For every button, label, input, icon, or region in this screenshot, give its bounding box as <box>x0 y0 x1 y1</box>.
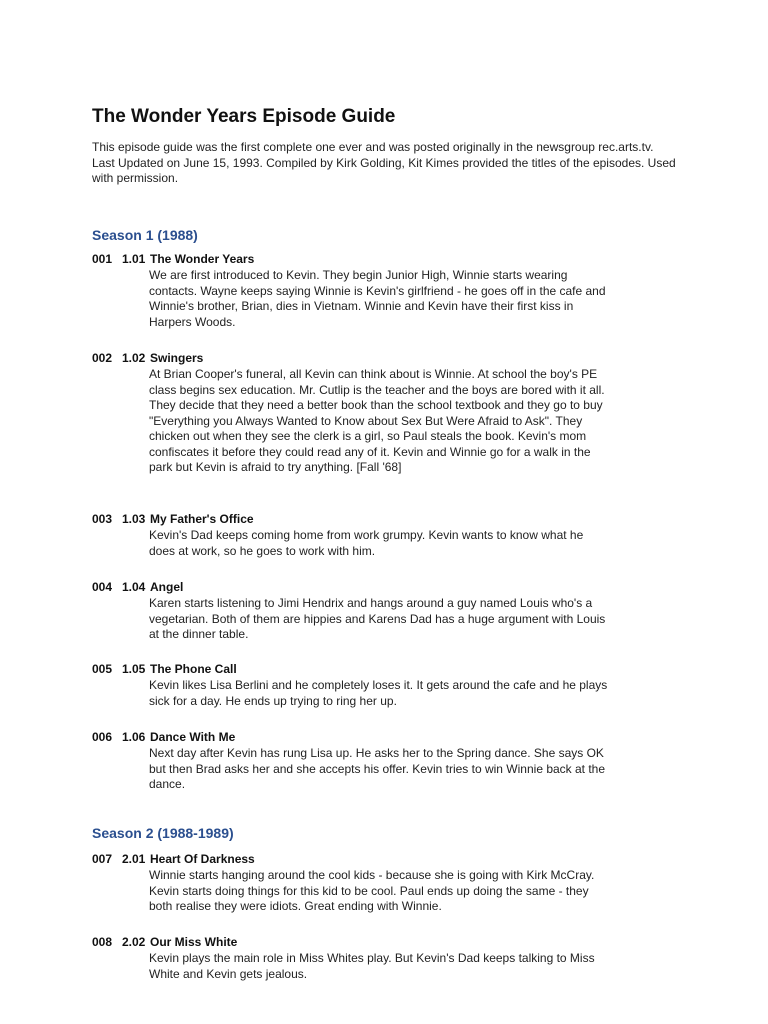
episode-header <box>92 579 672 595</box>
episode-number: 008 <box>92 935 113 949</box>
episode-title: Dance With Me <box>150 730 236 744</box>
episode-code: 2.02 <box>122 935 146 949</box>
episode-code: 1.03 <box>122 512 146 526</box>
episode-entry <box>92 729 672 793</box>
episode-code: 2.01 <box>122 852 146 866</box>
episode-header <box>92 934 672 950</box>
episode-title: Angel <box>150 580 184 594</box>
episode-title: My Father's Office <box>150 512 254 526</box>
episode-header <box>92 851 672 867</box>
episode-title: Our Miss White <box>150 935 238 949</box>
episode-description: Next day after Kevin has rung Lisa up. He asks her to the Spring dance. She says OK but then Brad asks her and she accepts his offer. Kevin tries to win Winnie back at the dance. <box>149 746 606 791</box>
episode-header <box>92 729 672 745</box>
episode-title: Swingers <box>150 351 204 365</box>
episode-code: 1.01 <box>122 252 146 266</box>
episode-entry <box>92 251 672 330</box>
episode-description: At Brian Cooper's funeral, all Kevin can think about is Winnie. At school the boy's PE class begins sex education. Mr. Cutlip is the teacher and the boys are bored with it all. They decide that they need a better book than the school textbook and they go to buy "Everything you Always Wanted to Know about Sex But Were Afraid to Ask". They chicken out when they see the clerk is a girl, so Paul steals the book. Kevin's mom confiscates it before they could read any of it. Kevin and Winnie go for a walk in the park but Kevin is afraid to try anything. [Fall '68] <box>149 367 605 474</box>
episode-description: Kevin plays the main role in Miss Whites play. But Kevin's Dad keeps talking to Miss White and Kevin gets jealous. <box>149 951 595 981</box>
episode-number: 004 <box>92 580 113 594</box>
season-heading: Season 1 (1988) <box>92 227 198 243</box>
episode-description: We are first introduced to Kevin. They begin Junior High, Winnie starts wearing contacts. Wayne keeps saying Winnie is Kevin's girlfriend - he goes off in the cafe and Winnie's brother, Brian, dies in Vietnam. Winnie and Kevin have their first kiss in Harpers Woods. <box>149 268 606 329</box>
episode-description: Winnie starts hanging around the cool kids - because she is going with Kirk McCray. Kevin starts doing things for this kid to be cool. Paul ends up doing the same - they both realise they were idiots. Great ending with Winnie. <box>149 868 595 913</box>
episode-code: 1.05 <box>122 662 146 676</box>
document-title: The Wonder Years Episode Guide <box>92 106 396 127</box>
episode-code: 1.02 <box>122 351 146 365</box>
episode-description: Karen starts listening to Jimi Hendrix and hangs around a guy named Louis who's a vegetarian. Both of them are hippies and Karens Dad has a huge argument with Louis at the dinner table. <box>149 596 606 641</box>
episode-number: 003 <box>92 512 113 526</box>
episode-number: 002 <box>92 351 113 365</box>
episode-number: 007 <box>92 852 113 866</box>
episode-code: 1.06 <box>122 730 146 744</box>
episode-entry <box>92 934 672 982</box>
episode-entry <box>92 350 672 476</box>
episode-header <box>92 661 672 677</box>
episode-entry <box>92 661 672 709</box>
episode-number: 001 <box>92 252 113 266</box>
episode-entry <box>92 579 672 643</box>
episode-description: Kevin likes Lisa Berlini and he completely loses it. It gets around the cafe and he plays sick for a day. He ends up trying to ring her up. <box>149 678 608 708</box>
episode-header <box>92 511 672 527</box>
episode-title: The Phone Call <box>150 662 237 676</box>
intro-paragraph: This episode guide was the first complete one ever and was posted originally in the newsgroup rec.arts.tv. Last Updated on June 15, 1993. Compiled by Kirk Golding, Kit Kimes provided the titles of the episodes. Used with permission. <box>92 140 676 185</box>
episode-title: The Wonder Years <box>150 252 255 266</box>
episode-description: Kevin's Dad keeps coming home from work grumpy. Kevin wants to know what he does at work, so he goes to work with him. <box>149 528 584 558</box>
episode-entry <box>92 851 672 915</box>
episode-entry <box>92 511 672 559</box>
episode-number: 005 <box>92 662 113 676</box>
episode-number: 006 <box>92 730 113 744</box>
episode-code: 1.04 <box>122 580 146 594</box>
episode-title: Heart Of Darkness <box>150 852 255 866</box>
season-heading: Season 2 (1988-1989) <box>92 825 234 841</box>
episode-header <box>92 251 672 267</box>
episode-header <box>92 350 672 366</box>
